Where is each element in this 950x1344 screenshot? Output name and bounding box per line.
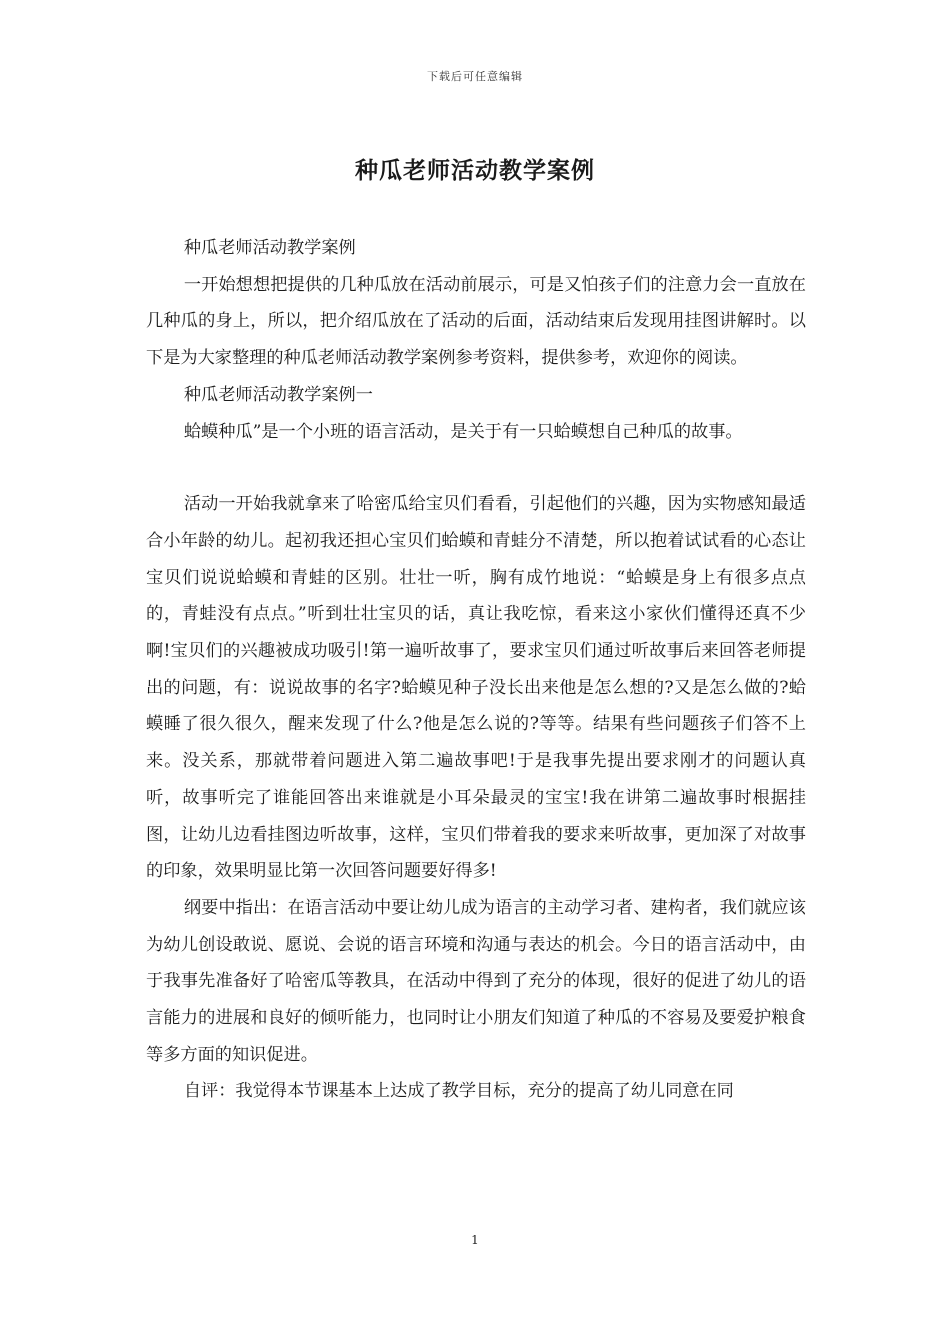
paragraph: 活动一开始我就拿来了哈密瓜给宝贝们看看，引起他们的兴趣，因为实物感知最适合小年龄的幼儿。起初我还担心宝贝们蛤蟆和青蛙分不清楚，所以抱着试试看的心态让宝贝们说说蛤蟆和青蛙的区别。壮壮一听，胸有成竹地说：“蛤蟆是身上有很多点点的，青蛙没有点点。”听到壮壮宝贝的话，真让我吃惊，看来这小家伙们懂得还真不少啊!宝贝们的兴趣被成功吸引!第一遍听故事了，要求宝贝们通过听故事后来回答老师提出的问题，有：说说故事的名字?蛤蟆见种子没长出来他是怎么想的?又是怎么做的?蛤蟆睡了很久很久，醒来发现了什么?他是怎么说的?等等。结果有些问题孩子们答不上来。没关系，那就带着问题进入第二遍故事吧!于是我事先提出要求刚才的问题认真听，故事听完了谁能回答出来谁就是小耳朵最灵的宝宝!我在讲第二遍故事时根据挂图，让幼儿边看挂图边听故事，这样，宝贝们带着我的要求来听故事，更加深了对故事的印象，效果明显比第一次回答问题要好得多!: [146, 494, 806, 882]
paragraph: 自评：我觉得本节课基本上达成了教学目标，充分的提高了幼儿同意在同: [183, 1081, 734, 1102]
paragraph: 种瓜老师活动教学案例一: [183, 384, 373, 405]
paragraph: 种瓜老师活动教学案例: [183, 238, 356, 258]
paragraph: 纲要中指出：在语言活动中要让幼儿成为语言的主动学习者、建构者，我们就应该为幼儿创设敢说、愿说、会说的语言环境和沟通与表达的机会。今日的语言活动中，由于我事先准备好了哈密瓜等教具，在活动中得到了充分的体现，很好的促进了幼儿的语言能力的进展和良好的倾听能力，也同时让小朋友们知道了种瓜的不容易及要爱护粮食等多方面的知识促进。: [146, 897, 806, 1065]
page-header: 下载后可任意编辑: [427, 70, 523, 83]
document-body: [146, 230, 806, 1110]
paragraph: 一开始想想把提供的几种瓜放在活动前展示，可是又怕孩子们的注意力会一直放在几种瓜的身上，所以，把介绍瓜放在了活动的后面，活动结束后发现用挂图讲解时。以下是为大家整理的种瓜老师活动教学案例参考资料，提供参考，欢迎你的阅读。: [146, 274, 806, 369]
document-title: 种瓜老师活动教学案例: [355, 157, 595, 184]
paragraph: 蛤蟆种瓜”是一个小班的语言活动，是关于有一只蛤蟆想自己种瓜的故事。: [183, 421, 743, 442]
page-number: 1: [471, 1233, 479, 1247]
